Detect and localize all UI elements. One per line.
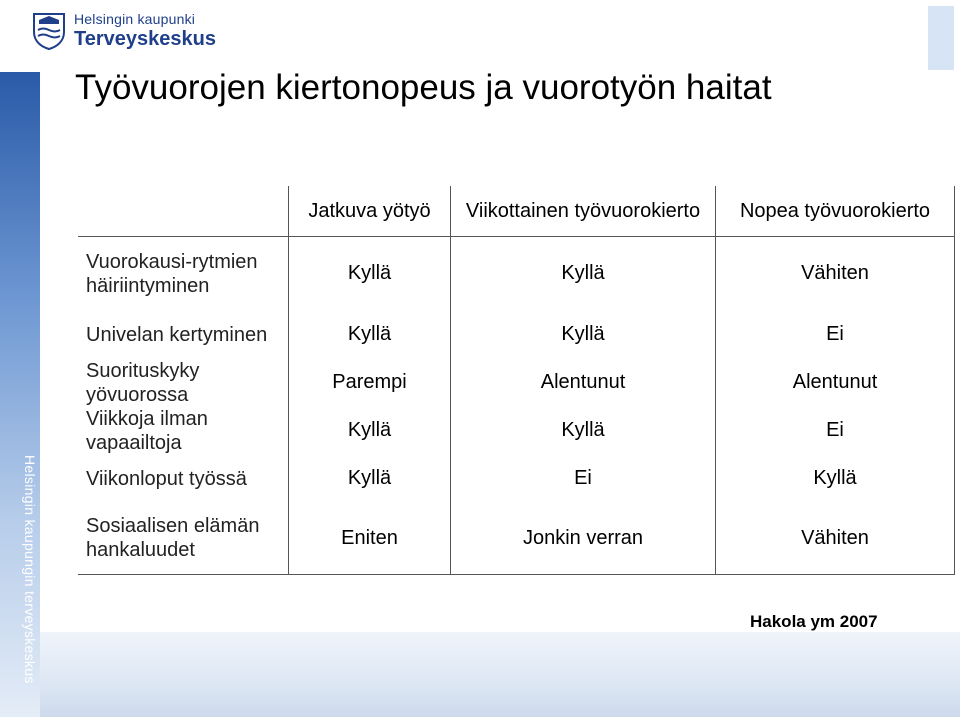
table-row: [78, 407, 955, 455]
logo-department-name: Terveyskeskus: [74, 27, 216, 50]
table-cell: Vähiten: [716, 237, 955, 311]
row-label: Suorituskyky yövuorossa: [86, 359, 200, 406]
table-header-weekly-rotation: Viikottainen työvuorokierto: [451, 186, 716, 237]
table-row: [78, 237, 955, 311]
table-header-empty: [78, 186, 289, 237]
table-cell: Ei: [716, 407, 955, 455]
table-cell: Alentunut: [716, 359, 955, 407]
table-row: [78, 455, 955, 503]
table-cell: Kyllä: [451, 237, 716, 311]
table-cell: Eniten: [289, 503, 451, 575]
row-label: Vuorokausi-rytmien häiriintyminen: [86, 250, 258, 297]
table-cell: Kyllä: [289, 237, 451, 311]
corner-decoration: [928, 6, 954, 70]
table-cell: Jonkin verran: [451, 503, 716, 575]
table-header-fast-rotation: Nopea työvuorokierto: [716, 186, 955, 237]
table-cell: Kyllä: [451, 311, 716, 359]
organization-logo: [32, 10, 216, 50]
table-row: [78, 359, 955, 407]
source-reference: Hakola ym 2007: [750, 612, 878, 631]
coat-of-arms-icon: [32, 10, 66, 50]
table-cell: Alentunut: [451, 359, 716, 407]
table-cell: Ei: [716, 311, 955, 359]
row-label: Viikkoja ilman vapaailtoja: [86, 407, 208, 454]
city-skyline-image: [40, 632, 960, 717]
comparison-table: [78, 186, 955, 575]
table-cell: Kyllä: [451, 407, 716, 455]
table-cell: Kyllä: [289, 455, 451, 503]
table-cell: Kyllä: [289, 311, 451, 359]
logo-city-name: Helsingin kaupunki: [74, 10, 196, 27]
table-header-row: [78, 186, 955, 237]
table-cell: Parempi: [289, 359, 451, 407]
slide-title: Työvuorojen kiertonopeus ja vuorotyön haitat: [75, 68, 772, 107]
table-row: [78, 311, 955, 359]
table-cell: Kyllä: [289, 407, 451, 455]
table-cell: Kyllä: [716, 455, 955, 503]
row-label: Sosiaalisen elämän hankaluudet: [78, 503, 289, 575]
table-cell: Vähiten: [716, 503, 955, 575]
table-header-continuous-night: Jatkuva yötyö: [289, 186, 451, 237]
row-label: Univelan kertyminen: [86, 323, 268, 346]
table-row: [78, 503, 955, 575]
row-label: Viikonloput työssä: [86, 467, 247, 490]
table-cell: Ei: [451, 455, 716, 503]
side-organization-text: Helsingin kaupungin terveyskeskus: [22, 455, 38, 684]
